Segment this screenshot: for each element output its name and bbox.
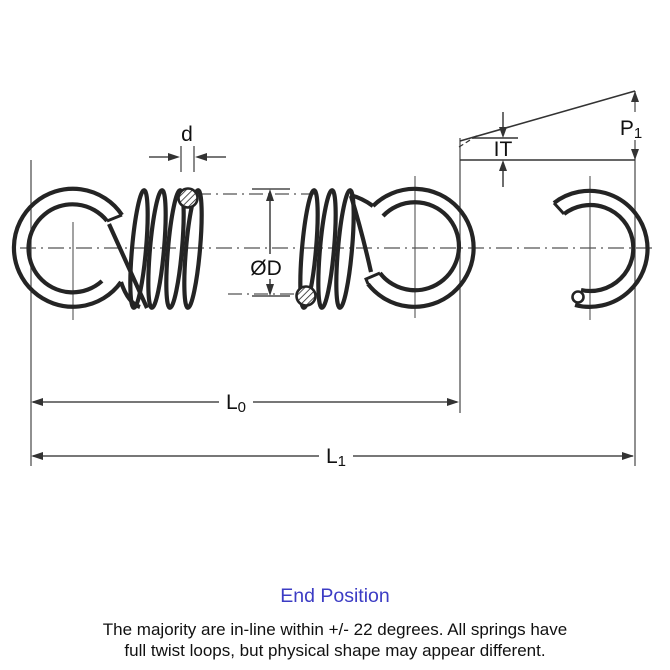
dim-label-d: d <box>181 123 193 146</box>
end-view-hook <box>554 191 648 307</box>
dimension-it <box>494 112 513 187</box>
wire-end-tip <box>573 292 584 303</box>
dimension-l0 <box>31 390 459 416</box>
extension-lines <box>31 91 635 466</box>
left-coils <box>127 190 205 309</box>
caption-line-2: full twist loops, but physical shape may appear different. <box>124 641 546 660</box>
dim-label-od: ØD <box>250 257 282 280</box>
dim-label-it: IT <box>493 138 513 161</box>
dim-label-l1-main: L <box>325 445 338 468</box>
dim-label-p1-main: P <box>619 117 634 140</box>
end-position-title: End Position <box>280 585 390 607</box>
dim-label-l0-main: L <box>225 391 238 414</box>
load-line <box>459 91 635 160</box>
wire-end-hatch-right <box>297 287 316 306</box>
dimension-d <box>149 123 226 172</box>
wire-end-hatch-left <box>179 189 198 208</box>
dimension-p1 <box>614 91 652 160</box>
dim-label-p1-sub: 1 <box>633 125 643 142</box>
dim-label-l1-sub: 1 <box>337 453 347 470</box>
dimension-od <box>245 189 290 296</box>
dim-label-l0-sub: 0 <box>237 399 247 416</box>
dimension-l1 <box>31 444 634 470</box>
caption-line-1: The majority are in-line within +/- 22 degrees. All springs have <box>102 620 568 639</box>
